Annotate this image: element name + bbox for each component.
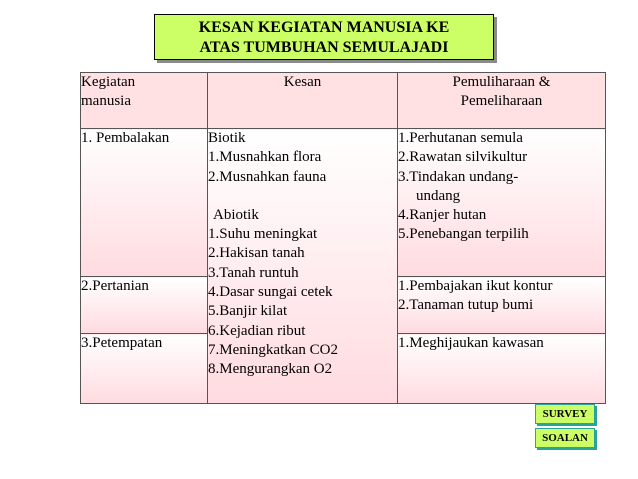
kesan-cell: Biotik 1.Musnahkan flora 2.Musnahkan fauna Abiotik 1.Suhu meningkat 2.Hakisan tanah 3.Tanah runtuh 4.Dasar sungai cetek 5.Banjir kilat 6.Kejadian ribut 7.Meningkatkan CO2 8.Mengurangkan O2 [208,129,398,404]
title-line-2: ATAS TUMBUHAN SEMULAJADI [199,39,449,56]
activity-petempatan: 3.Petempatan [81,334,208,404]
soalan-button[interactable]: SOALAN [535,428,595,448]
title-line-1: KESAN KEGIATAN MANUSIA KE [198,19,450,36]
header-pemuliharaan: Pemuliharaan & Pemeliharaan [398,73,606,129]
table-row [81,129,606,277]
pemuliharaan-pertanian: 1.Pembajakan ikut kontur 2.Tanaman tutup bumi [398,277,606,334]
pemuliharaan-pembalakan: 1.Perhutanan semula 2.Rawatan silvikultur 3.Tindakan undang- undang 4.Ranjer hutan 5.Penebangan terpilih [398,129,606,277]
table-header-row [81,73,606,129]
pemuliharaan-petempatan: 1.Meghijaukan kawasan [398,334,606,404]
header-kesan: Kesan [208,73,398,129]
activity-pertanian: 2.Pertanian [81,277,208,334]
page-title [154,14,494,60]
impact-table [80,72,606,404]
header-kegiatan: Kegiatan manusia [81,73,208,129]
survey-button[interactable]: SURVEY [535,404,595,424]
activity-pembalakan: 1. Pembalakan [81,129,208,277]
biotik-title: Biotik [208,130,246,146]
abiotik-title: Abiotik [213,206,259,223]
